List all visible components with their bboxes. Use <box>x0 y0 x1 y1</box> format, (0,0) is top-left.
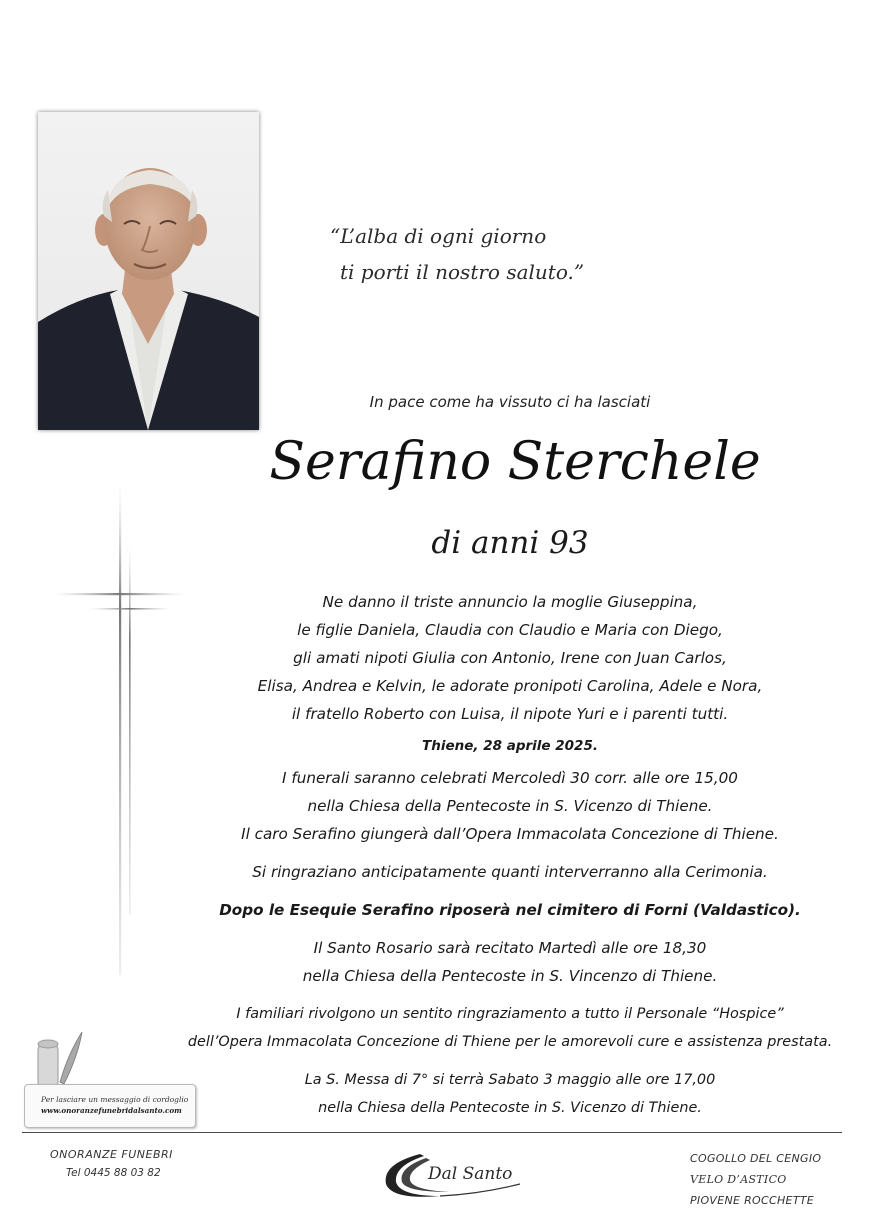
funeral-line: I funerali saranno celebrati Mercoledì 30 corr. alle ore 15,00 <box>282 769 738 787</box>
mass-line: La S. Messa di 7° si terrà Sabato 3 maggio alle ore 17,00 <box>304 1072 716 1088</box>
portrait-photo <box>38 112 259 430</box>
announcement-date: Thiene, 28 aprile 2025. <box>422 738 598 754</box>
deceased-name: Serafino Sterchele <box>269 432 761 492</box>
announcement-line: gli amati nipoti Giulia con Antonio, Irene con Juan Carlos, <box>293 649 727 667</box>
obituary-body <box>150 588 870 1122</box>
condolence-website-link[interactable]: www.onoranzefunebridalsanto.com <box>41 1106 182 1115</box>
intro-text: In pace come ha vissuto ci ha lasciati <box>369 393 651 411</box>
footer-location: PIOVENE ROCCHETTE <box>690 1194 815 1207</box>
quote-line-2: ti porti il nostro saluto.” <box>340 260 585 284</box>
announcement-line: Elisa, Andrea e Kelvin, le adorate pronipoti Carolina, Adele e Nora, <box>257 677 763 695</box>
rosary-line: Il Santo Rosario sarà recitato Martedì alle ore 18,30 <box>313 939 707 957</box>
logo-text: Dal Santo <box>428 1164 513 1184</box>
hospice-thanks <box>150 1000 870 1056</box>
hospice-line: I familiari rivolgono un sentito ringraziamento a tutto il Personale “Hospice” <box>236 1006 784 1022</box>
funeral-line: Il caro Serafino giungerà dall’Opera Immacolata Concezione di Thiene. <box>241 825 779 843</box>
quote <box>330 218 590 290</box>
portrait-illustration <box>38 112 259 430</box>
condolence-message-label: Per lasciare un messaggio di cordoglio <box>41 1095 189 1104</box>
quote-line-1: “L’alba di ogni giorno <box>330 224 547 248</box>
announcement-line: il fratello Roberto con Luisa, il nipote Yuri e i parenti tutti. <box>291 705 729 723</box>
rosary-info <box>150 934 870 990</box>
footer-location: COGOLLO DEL CENGIO <box>690 1152 822 1165</box>
announcement-line: le figlie Daniela, Claudia con Claudio e Maria con Diego, <box>297 621 723 639</box>
burial-info <box>150 896 870 924</box>
announcement <box>150 588 870 728</box>
dal-santo-logo <box>380 1146 530 1204</box>
footer-phone: Tel 0445 88 03 82 <box>66 1167 161 1179</box>
thanks-line: Si ringraziano anticipatamente quanti interverranno alla Cerimonia. <box>252 863 768 881</box>
footer-divider <box>22 1132 842 1133</box>
funeral-line: nella Chiesa della Pentecoste in S. Vicenzo di Thiene. <box>307 797 713 815</box>
burial-line: Dopo le Esequie Serafino riposerà nel cimitero di Forni (Valdastico). <box>219 901 801 919</box>
deceased-age: di anni 93 <box>431 525 589 561</box>
footer-left <box>50 1148 173 1179</box>
footer-company-title: ONORANZE FUNEBRI <box>50 1148 173 1161</box>
footer-locations <box>690 1148 821 1211</box>
footer-location: VELO D’ASTICO <box>690 1173 787 1186</box>
funeral-info <box>150 764 870 848</box>
thanks-info <box>150 858 870 886</box>
mass-line: nella Chiesa della Pentecoste in S. Vicenzo di Thiene. <box>318 1100 702 1116</box>
rosary-line: nella Chiesa della Pentecoste in S. Vincenzo di Thiene. <box>302 967 718 985</box>
mass-info <box>150 1066 870 1122</box>
condolence-message-box[interactable] <box>24 1084 196 1128</box>
quill-scroll-icon <box>34 1030 86 1092</box>
hospice-line: dell’Opera Immacolata Concezione di Thiene per le amorevoli cure e assistenza prestata. <box>187 1034 833 1050</box>
announcement-line: Ne danno il triste annuncio la moglie Giuseppina, <box>322 593 698 611</box>
